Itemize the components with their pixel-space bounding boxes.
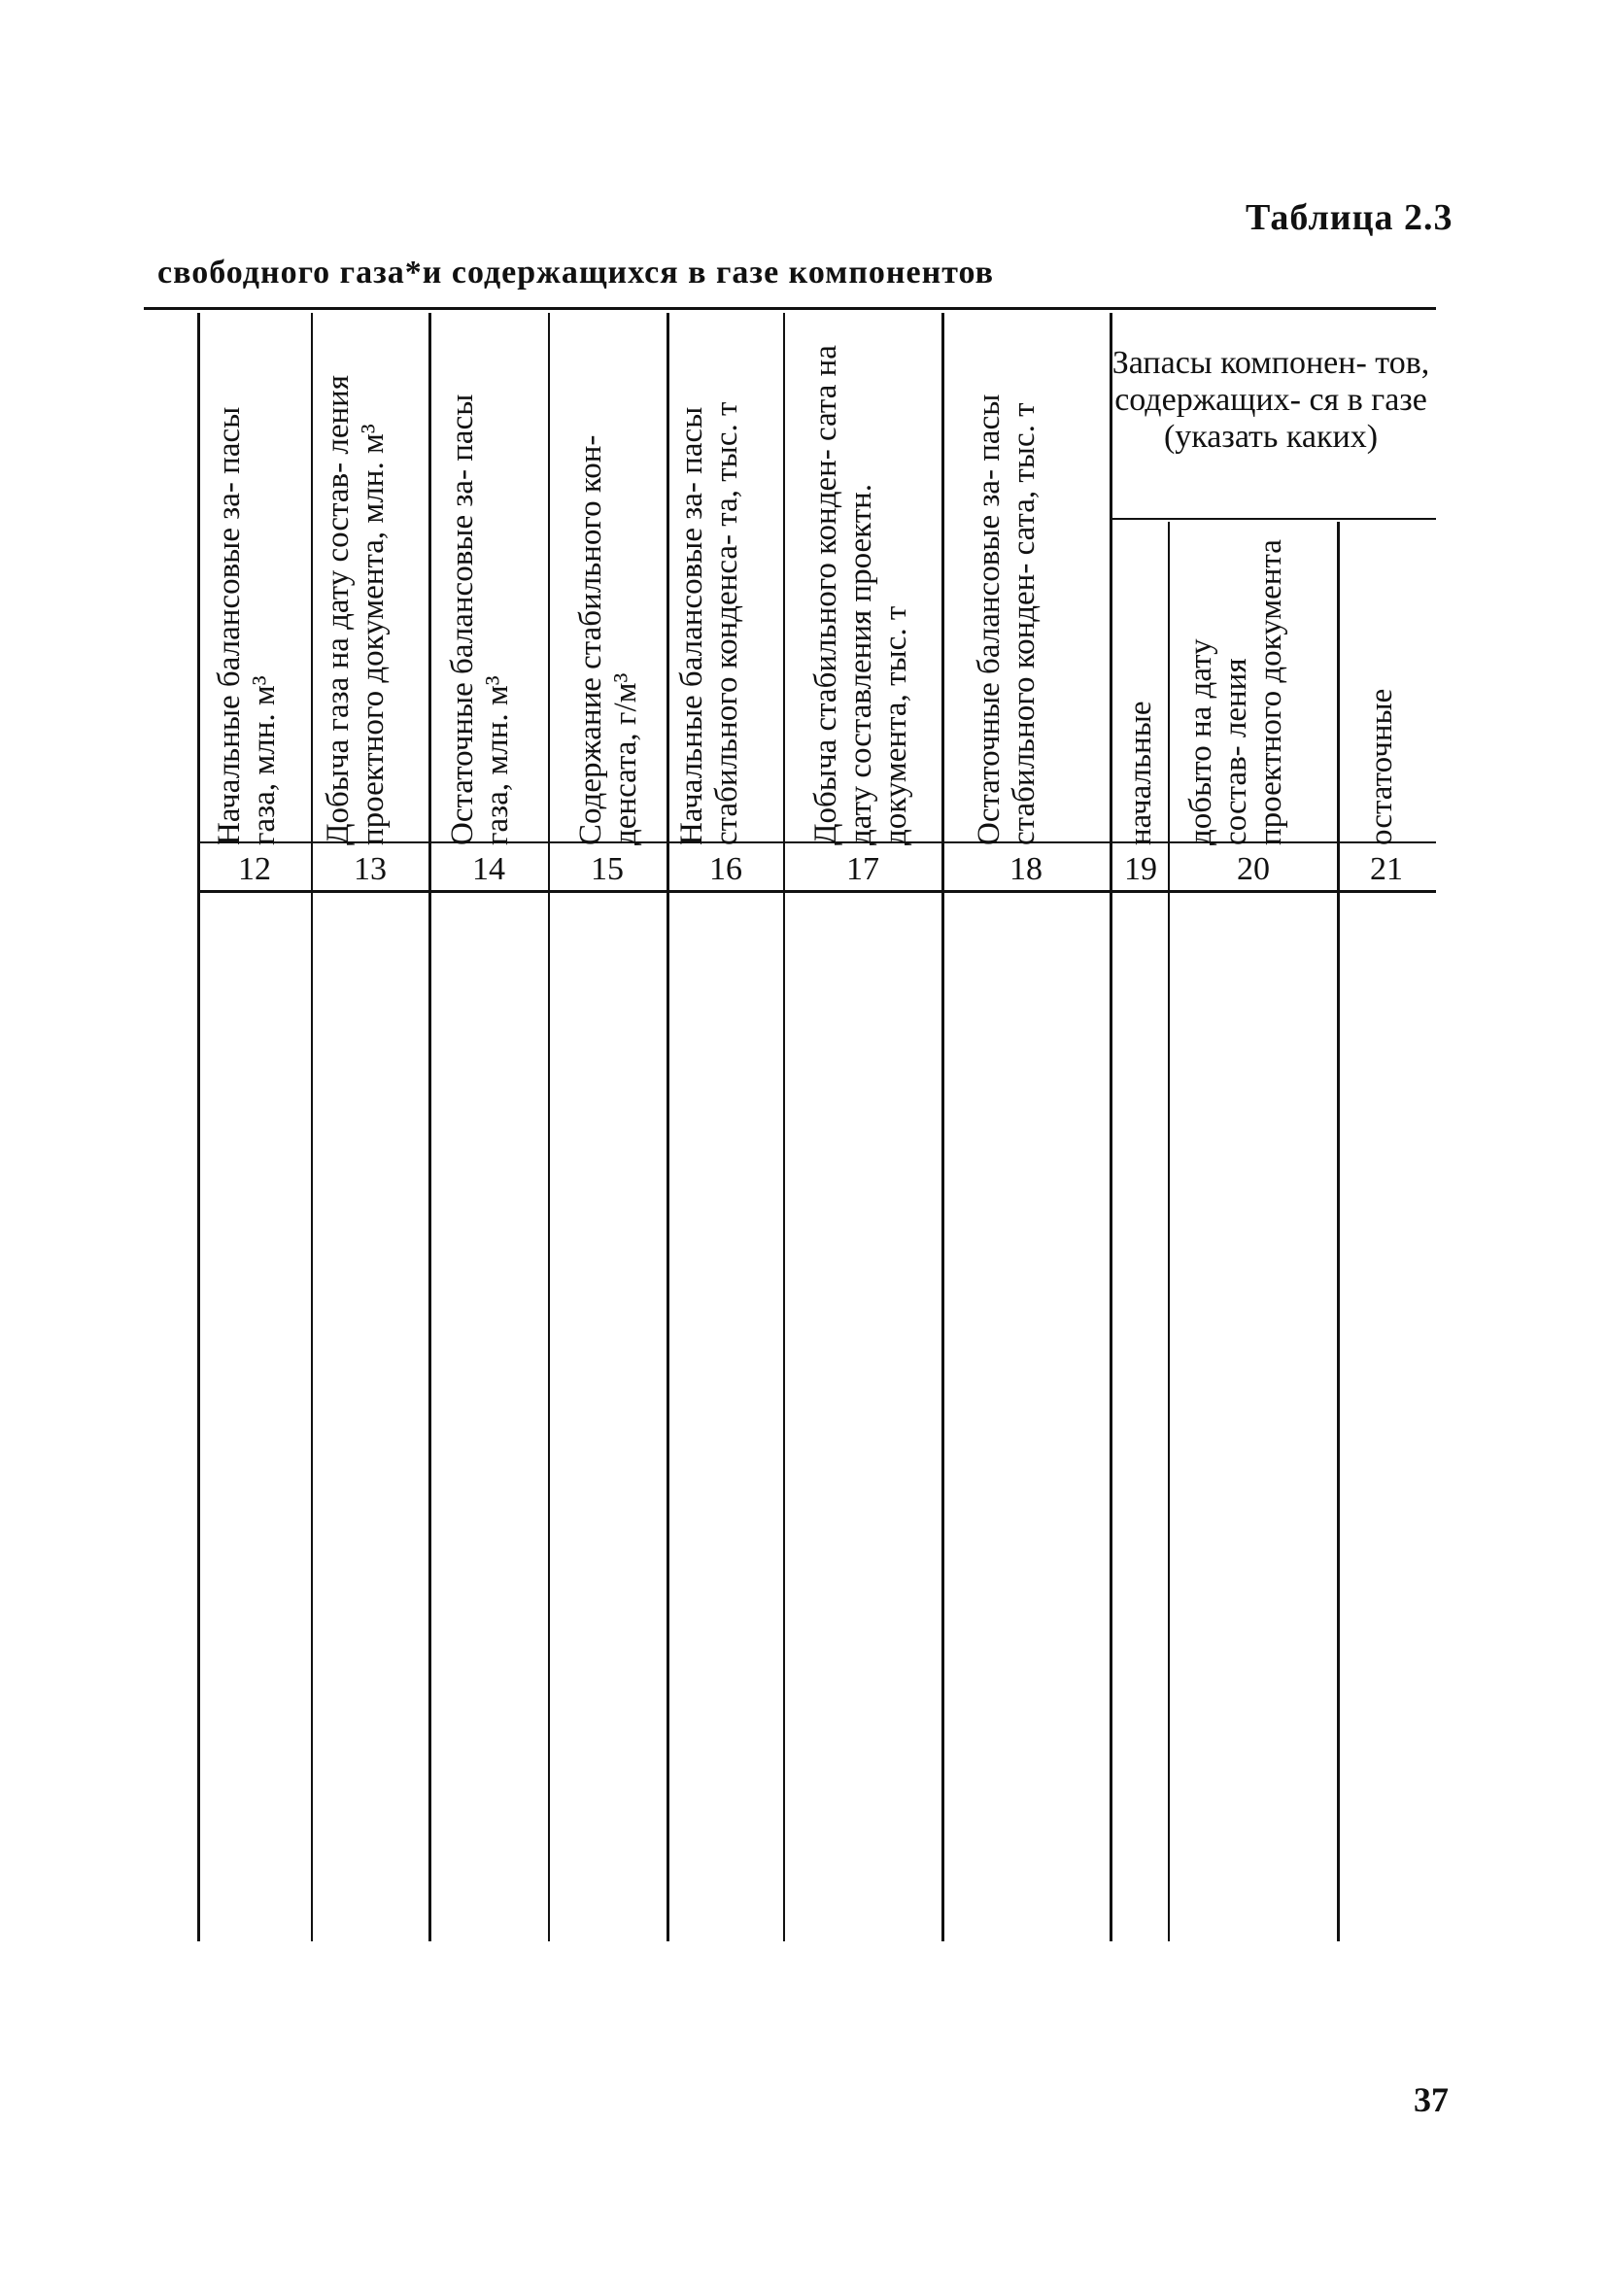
column-number: 19 <box>1124 851 1157 887</box>
top-rule <box>144 307 1436 310</box>
page-number: 37 <box>1414 2080 1449 2119</box>
column-number: 17 <box>846 851 879 887</box>
column-header-text: Остаточные балансовые за- пасы газа, млн. м³ <box>445 394 515 845</box>
column-number: 15 <box>591 851 624 887</box>
column-header-text: Остаточные балансовые за- пасы стабильного конден- сата, тыс. т <box>972 394 1042 845</box>
column-number: 18 <box>1009 851 1043 887</box>
column-header-text: остаточные <box>1364 688 1399 845</box>
column-divider <box>941 313 944 1941</box>
column-divider <box>1337 522 1340 1941</box>
column-number: 20 <box>1237 851 1270 887</box>
column-header-text: Добыча газа на дату состав- ления проектного документа, млн. м³ <box>321 375 391 845</box>
column-header-text: добыто на дату состав- ления проектного документа <box>1183 539 1288 845</box>
column-divider <box>1168 522 1170 1941</box>
column-number: 13 <box>354 851 387 887</box>
column-divider <box>428 313 431 1941</box>
column-divider <box>783 313 785 1941</box>
number-row-rule <box>199 890 1436 893</box>
column-divider <box>1110 313 1112 1941</box>
column-header-text: начальные <box>1123 701 1158 845</box>
column-number: 14 <box>472 851 505 887</box>
column-header-text: Добыча стабильного конден- сата на дату составления проектн. документа, тыс. т <box>808 345 913 845</box>
group-header-components: Запасы компонен- тов, содержащих- ся в газе (указать каких) <box>1111 345 1430 455</box>
column-divider <box>311 313 313 1941</box>
column-divider <box>197 313 200 1941</box>
group-header-rule <box>1111 518 1436 520</box>
column-number: 21 <box>1370 851 1403 887</box>
table-label: Таблица 2.3 <box>1246 197 1453 238</box>
column-divider <box>667 313 669 1941</box>
column-number: 12 <box>238 851 271 887</box>
column-header-text: Содержание стабильного кон- денсата, г/м³ <box>573 434 643 845</box>
column-header-text: Начальные балансовые за- пасы стабильного конденса- та, тыс. т <box>674 401 744 845</box>
table-heading: свободного газа*и содержащихся в газе компонентов <box>157 255 994 291</box>
column-header-text: Начальные балансовые за- пасы газа, млн. м³ <box>212 406 282 845</box>
column-divider <box>548 313 550 1941</box>
column-number: 16 <box>709 851 742 887</box>
